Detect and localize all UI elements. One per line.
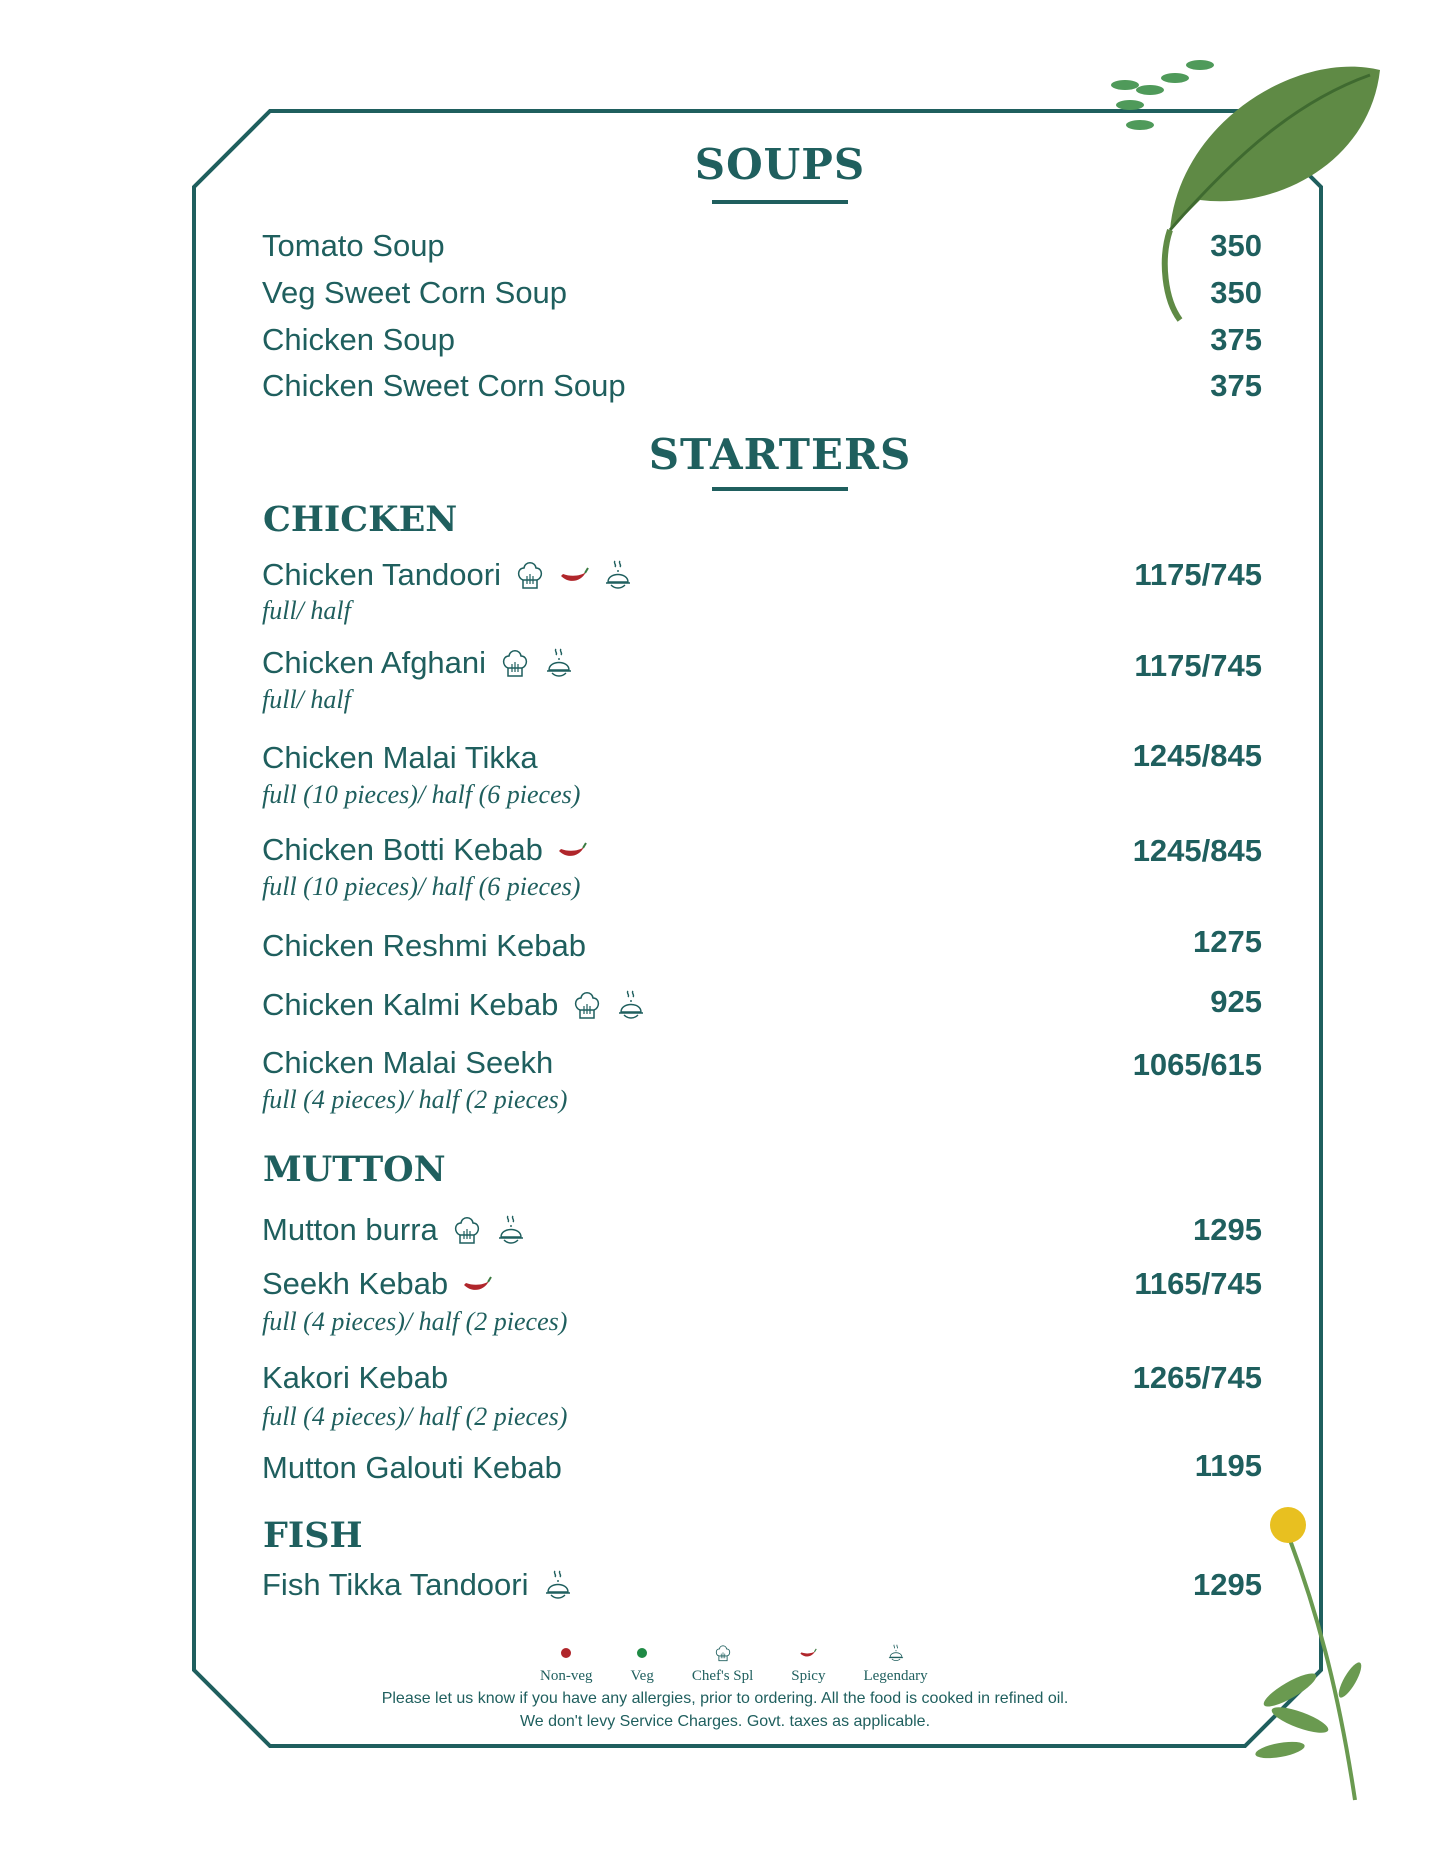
legend-label: Veg (630, 1668, 654, 1684)
legend-label: Chef's Spl (691, 1668, 754, 1684)
chili-icon (462, 1267, 492, 1301)
menu-item-name (262, 928, 586, 964)
chef-hat-icon (452, 1213, 482, 1247)
cloche-icon (616, 988, 646, 1022)
category-title: FISH (263, 1515, 363, 1556)
menu-item-name (262, 645, 574, 681)
flower-decoration-bottom (1254, 1507, 1365, 1800)
title-underline (712, 487, 848, 491)
menu-item-name: Chicken Soup (262, 322, 456, 357)
menu-item-label: Chicken Malai Tikka (262, 740, 538, 775)
legend (540, 1642, 928, 1685)
section-title: STARTERS (648, 430, 912, 479)
chef-hat-icon (572, 988, 602, 1022)
chef-hat-icon (714, 1642, 732, 1664)
menu-item-name (262, 1212, 526, 1248)
menu-item-portion: full/ half (262, 685, 351, 714)
menu-item-label: Mutton burra (262, 1212, 438, 1247)
menu-item-name (262, 1360, 448, 1396)
menu-item-name (262, 1450, 562, 1486)
menu-item-price: 1295 (1193, 1567, 1262, 1602)
cloche-icon (603, 558, 633, 592)
menu-item-label: Chicken Afghani (262, 645, 487, 680)
chef-hat-icon (515, 558, 545, 592)
cloche-icon (543, 1568, 573, 1602)
menu-item-name (262, 740, 538, 776)
menu-item-price: 1265/745 (1132, 1360, 1262, 1395)
menu-item-name (262, 1567, 573, 1603)
legend-label: Legendary (863, 1668, 928, 1684)
legend-item (791, 1642, 825, 1685)
chili-icon (799, 1642, 817, 1664)
legend-label: Spicy (791, 1668, 826, 1684)
menu-item-price: 1195 (1194, 1448, 1262, 1483)
cloche-icon (544, 646, 574, 680)
menu-item-portion: full (10 pieces)/ half (6 pieces) (262, 872, 581, 901)
menu-item-name: Veg Sweet Corn Soup (262, 275, 568, 310)
legend-item (692, 1642, 753, 1685)
menu-item-price: 350 (1210, 228, 1262, 263)
menu-item-portion: full (4 pieces)/ half (2 pieces) (262, 1307, 568, 1336)
menu-item-portion: full (4 pieces)/ half (2 pieces) (262, 1085, 568, 1114)
menu-item-name (262, 557, 633, 593)
menu-item-label: Chicken Reshmi Kebab (262, 928, 586, 963)
menu-item-portion: full (10 pieces)/ half (6 pieces) (262, 780, 581, 809)
menu-item-label: Chicken Malai Seekh (262, 1045, 554, 1080)
menu-item-label: Seekh Kebab (262, 1266, 449, 1301)
menu-item-name (262, 1045, 553, 1081)
chili-icon (557, 833, 587, 867)
menu-item-name: Tomato Soup (262, 228, 445, 263)
menu-item-name (262, 832, 587, 868)
menu-item-label: Chicken Tandoori (262, 557, 501, 592)
green-dot-icon (637, 1642, 647, 1664)
menu-item-portion: full (4 pieces)/ half (2 pieces) (262, 1402, 568, 1431)
menu-item-price: 1175/745 (1134, 557, 1262, 592)
legend-label: Non-veg (540, 1668, 593, 1684)
cloche-icon (496, 1213, 526, 1247)
red-dot-icon (561, 1642, 571, 1664)
category-title: CHICKEN (263, 499, 458, 540)
menu-item-price: 1245/845 (1132, 738, 1262, 773)
menu-item-price: 1175/745 (1134, 648, 1262, 683)
menu-item-name (262, 987, 646, 1023)
menu-item-price: 1275 (1193, 924, 1262, 959)
menu-item-label: Mutton Galouti Kebab (262, 1450, 562, 1485)
cloche-icon (887, 1642, 905, 1664)
title-underline (712, 200, 848, 204)
menu-item-label: Kakori Kebab (262, 1360, 449, 1395)
legend-item (863, 1642, 927, 1685)
menu-item-portion: full/ half (262, 596, 351, 625)
menu-item-label: Fish Tikka Tandoori (262, 1567, 529, 1602)
menu-item-price: 1165/745 (1134, 1266, 1262, 1301)
menu-item-name: Chicken Sweet Corn Soup (262, 368, 626, 403)
legend-item (540, 1642, 593, 1685)
menu-item-name (262, 1266, 492, 1302)
menu-item-price: 350 (1210, 275, 1262, 310)
menu-item-label: Chicken Kalmi Kebab (262, 987, 559, 1022)
category-title: MUTTON (263, 1149, 446, 1190)
chili-icon (559, 558, 589, 592)
section-title: SOUPS (694, 140, 866, 189)
menu-item-label: Chicken Botti Kebab (262, 832, 543, 867)
menu-item-price: 1065/615 (1132, 1047, 1262, 1082)
menu-item-price: 925 (1210, 984, 1262, 1019)
legend-item (631, 1642, 654, 1685)
menu-item-price: 375 (1210, 322, 1262, 357)
footer-allergy-note: Please let us know if you have any allergies, prior to ordering. All the food is cooked in refined oil. (381, 1690, 1069, 1707)
menu-item-price: 1295 (1193, 1212, 1262, 1247)
menu-item-price: 1245/845 (1132, 833, 1262, 868)
footer-tax-note: We don't levy Service Charges. Govt. taxes as applicable. (519, 1713, 931, 1730)
chef-hat-icon (500, 646, 530, 680)
menu-item-price: 375 (1210, 368, 1262, 403)
